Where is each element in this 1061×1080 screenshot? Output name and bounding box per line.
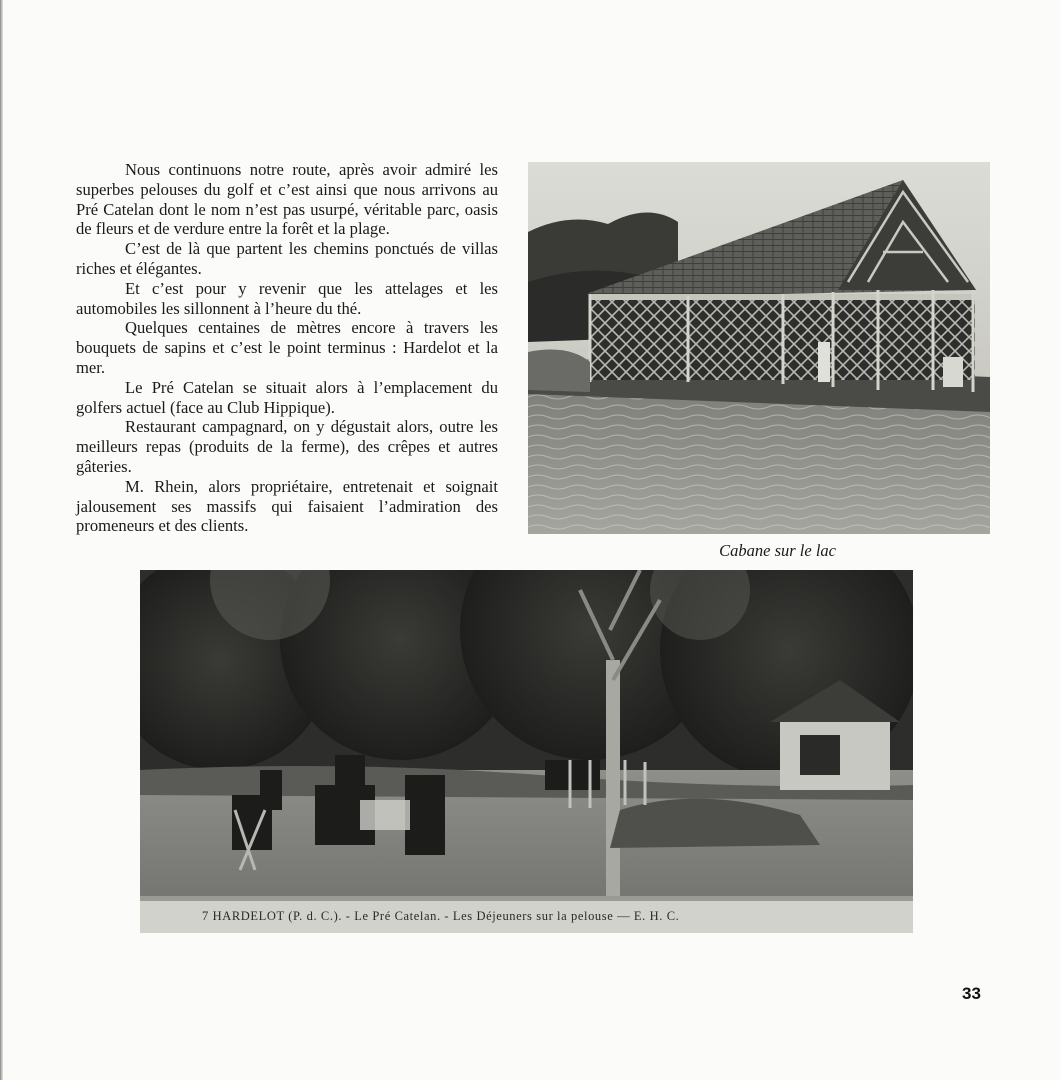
pre-catelan-postcard: [140, 570, 913, 933]
page-number: 33: [962, 984, 981, 1003]
paragraph: Et c’est pour y revenir que les attelages et les automobiles les sillonnent à l’heure du thé.: [76, 278, 498, 318]
page-edge-shadow: [0, 0, 3, 1080]
postcard-caption: 7 HARDELOT (P. d. C.). - Le Pré Catelan. - Les Déjeuners sur la pelouse — E. H. C.: [202, 909, 680, 923]
paragraph: Restaurant campagnard, on y dégustait alors, outre les meilleurs repas (produits de la ferme), des crêpes et autres gâteries.: [76, 417, 498, 476]
paragraph: Le Pré Catelan se situait alors à l’emplacement du golfers actuel (face au Club Hippique).: [76, 377, 498, 417]
paragraph: C’est de là que partent les chemins ponctués de villas riches et élégantes.: [76, 239, 498, 278]
photo-caption: Cabane sur le lac: [719, 541, 836, 560]
cabin-on-lake-photo: [528, 162, 990, 534]
paragraph: Nous continuons notre route, après avoir admiré les superbes pelouses du golf et c’est ainsi que nous arrivons au Pré Catelan dont le nom n’est pas usurpé, véritable parc, oasis de fleurs et de verdure entre la forêt et la plage.: [76, 160, 498, 239]
paragraph: M. Rhein, alors propriétaire, entretenait et soignait jalousement ses massifs qui faisaient l’admiration des promeneurs et des clients.: [76, 476, 498, 536]
article-text: [76, 160, 498, 536]
paragraph: Quelques centaines de mètres encore à travers les bouquets de sapins et c’est le point terminus : Hardelot et la mer.: [76, 318, 498, 377]
